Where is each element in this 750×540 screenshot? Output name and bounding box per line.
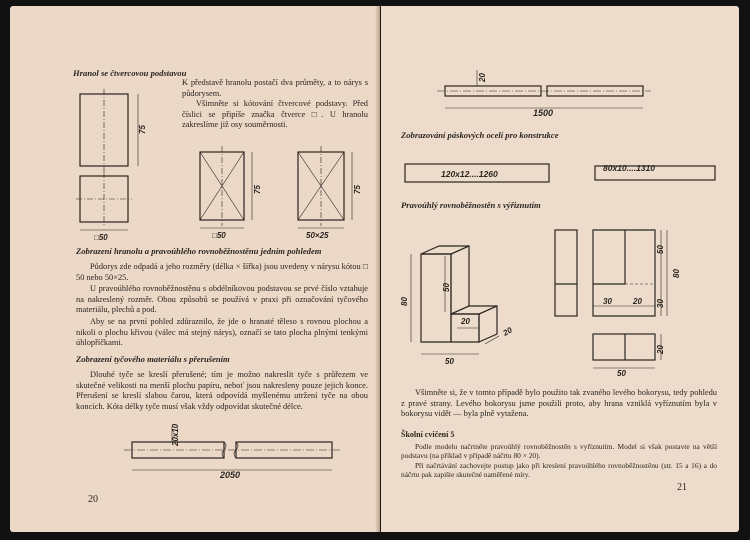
dim-75c-label: 75 xyxy=(353,185,362,194)
iso-front-tall xyxy=(421,254,451,342)
paragraph-exercise-1: Podle modelu načrtněte pravoúhlý rovnoběžnostěn s vyříznutím. Model si však postavte na větší podstavu (na příklad v případě náčrtu 80 × 20). xyxy=(401,442,717,461)
heading-exercise: Školní cvičení 5 xyxy=(401,430,455,439)
paragraph-one-view-3: Aby se na první pohled zdůraznilo, že jde o hranaté těleso s rovnou plochou a nikoli o plochu křivou (válec má stejný nárys), označí se tato plocha plnými tenkými úhlopříčkami. xyxy=(76,317,368,348)
dim-square-50-label: □50 xyxy=(94,233,108,242)
page-number-left: 20 xyxy=(88,494,98,505)
ortho-top-view xyxy=(593,334,655,360)
right-page xyxy=(381,6,739,532)
heading-prism-square-base: Hranol se čtvercovou podstavou xyxy=(73,68,187,78)
iso-dim-80-label: 80 xyxy=(400,297,409,306)
ortho-dim-30a-label: 30 xyxy=(603,297,612,306)
ortho-dim-20-label: 20 xyxy=(633,297,642,306)
paragraph-prism-dimension: Všimněte si kótování čtvercové podstavy. Před číslici se připíše značka čtverce □. U hranolu zakreslíme již osy souměrnosti. xyxy=(182,99,368,130)
paragraph-one-view-2: U pravoúhlého rovnoběžnostěnu s obdélníkovou podstavou se prvé číslo vztahuje na nakreslený rozměr. Obou způsobů se používá v praxi při označování tyčového materiálu, plechů a pod. xyxy=(76,284,368,315)
iso-dim-50h-label: 50 xyxy=(445,357,454,366)
page-number-right: 21 xyxy=(677,482,687,493)
dim-50x25-label: 50×25 xyxy=(306,231,329,240)
ortho-dim-20b-label: 20 xyxy=(656,345,665,354)
iso-dim-20b-label: 20 xyxy=(501,325,514,338)
heading-one-view: Zobrazení hranolu a pravoúhlého rovnoběžnostěnu jedním pohledem xyxy=(76,246,322,256)
left-page xyxy=(10,6,380,532)
dim-bar-section-label: 20x10 xyxy=(171,423,180,446)
iso-dim-50v-label: 50 xyxy=(442,283,451,292)
strip-label-1: 120x12....1260 xyxy=(441,169,498,179)
paragraph-prism-intro: K představě hranolu postačí dva průměty, a to nárys s půdorysem. xyxy=(182,78,368,98)
dim-strip-height-label: 20 xyxy=(478,73,487,82)
dim-75-label: 75 xyxy=(138,125,147,134)
iso-dim-20a-label: 20 xyxy=(461,317,470,326)
ortho-dim-30b-label: 30 xyxy=(656,299,665,308)
iso-top-face xyxy=(421,246,469,254)
paragraph-bar-material: Dlouhé tyče se kreslí přerušené; tím je možno nakreslit tyče s průřezem ve skutečné velikosti na menší plochu papíru, neboť jsou nakresleny pouze jejich konce. Přerušení se kreslí slabou čarou, která odpovídá myšlenému utržení tyče na obou koncích. Kóta délky tyče musí však vždy odpovídat skutečné délce. xyxy=(76,370,368,411)
paragraph-one-view-1: Půdorys zde odpadá a jeho rozměry (délka × šířka) jsou uvedeny v nárysu kótou □ 50 nebo 50×25. xyxy=(76,262,368,282)
ortho-side-view xyxy=(555,230,577,316)
heading-flat-steel: Zobrazování páskových ocelí pro konstrukce xyxy=(401,130,559,140)
strip-label-2: 80x10....1310 xyxy=(603,163,655,173)
paragraph-side-view: Všimněte si, že v tomto případě bylo použito tak zvaného levého bokorysu, tedy pohledu z pravé strany. Levého bokorysu jsme použili proto, aby hrana vzniklá vyříznutím byla v bokorysu vidět — byla plně vytažena. xyxy=(401,388,717,419)
dim-strip-length-label: 1500 xyxy=(533,108,554,118)
dim-bar-length-label: 2050 xyxy=(220,470,241,480)
dim-75b-label: 75 xyxy=(253,185,262,194)
heading-cutout-block: Pravoúhlý rovnoběžnostěn s výřiznutím xyxy=(401,200,541,210)
ortho-dim-50b-label: 50 xyxy=(617,369,626,378)
paragraph-exercise-2: Při načrtávání zachovejte postup jako při kreslení pravoúhlého rovnoběžnostěnu (str. 15 a 16) a do náčrtu pak zapište skutečné naměřené míry. xyxy=(401,461,717,480)
ortho-dim-80-label: 80 xyxy=(672,269,681,278)
heading-bar-material: Zobrazení tyčového materiálu s přerušením xyxy=(76,354,230,364)
ortho-dim-50-label: 50 xyxy=(656,245,665,254)
dim-square-50b-label: □50 xyxy=(212,231,226,240)
